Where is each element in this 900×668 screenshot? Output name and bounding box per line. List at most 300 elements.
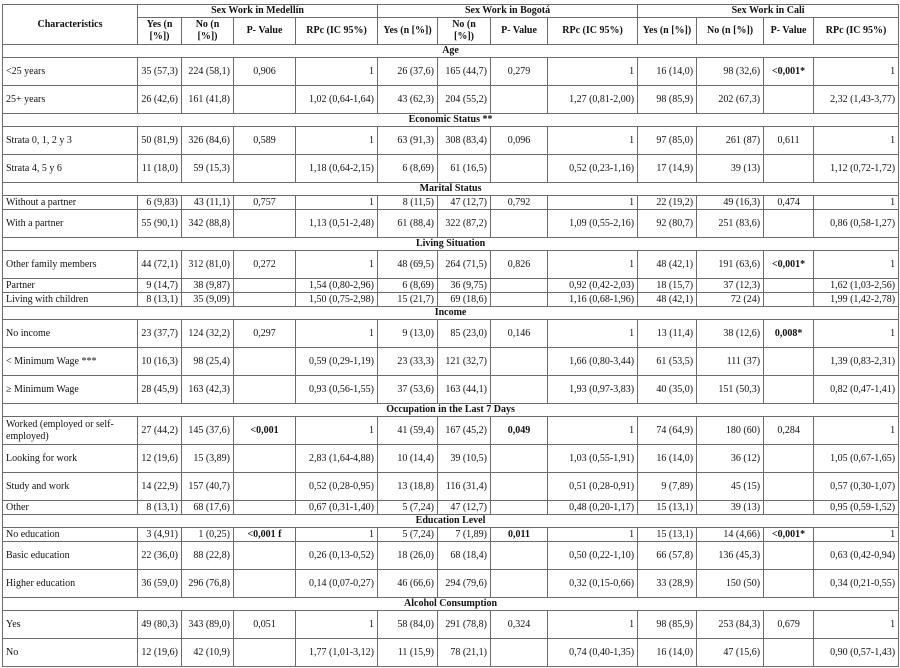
cell-yes: 16 (14,0) [638, 58, 697, 86]
cell-yes: 12 (19,6) [138, 445, 182, 473]
cell-rpc: 0,86 (0,58-1,27) [814, 210, 899, 238]
cell-p-value [234, 155, 296, 183]
cell-p-value: 0,049 [491, 417, 548, 445]
row-label: Other family members [3, 251, 138, 279]
cell-p-value [234, 570, 296, 598]
cell-yes: 66 (57,8) [638, 542, 697, 570]
cell-no: 68 (18,4) [438, 542, 491, 570]
cell-p-value [764, 155, 814, 183]
cell-rpc: 0,51 (0,28-0,91) [548, 473, 638, 501]
cell-no: 326 (84,6) [182, 127, 234, 155]
cell-no: 43 (11,1) [182, 196, 234, 210]
cell-rpc: 0,59 (0,29-1,19) [296, 348, 378, 376]
cell-no: 39 (10,5) [438, 445, 491, 473]
cell-rpc: 1 [548, 251, 638, 279]
cell-no: 98 (25,4) [182, 348, 234, 376]
cell-rpc: 0,34 (0,21-0,55) [814, 570, 899, 598]
cell-no: 7 (1,89) [438, 528, 491, 542]
cell-rpc: 1 [296, 528, 378, 542]
cell-no: 14 (4,66) [697, 528, 764, 542]
cell-yes: 12 (19,6) [138, 639, 182, 667]
cell-yes: 37 (53,6) [378, 376, 438, 404]
cell-p-value [764, 210, 814, 238]
cell-p-value: 0,906 [234, 58, 296, 86]
cell-p-value: 0,589 [234, 127, 296, 155]
table-row [3, 473, 899, 501]
section-header: Economic Status ** [3, 114, 899, 127]
cell-rpc: 1 [296, 58, 378, 86]
cell-yes: 5 (7,24) [378, 501, 438, 515]
cell-no: 1 (0,25) [182, 528, 234, 542]
table-row [3, 501, 899, 515]
cell-no: 47 (12,7) [438, 196, 491, 210]
cell-p-value [491, 501, 548, 515]
cell-yes: 5 (7,24) [378, 528, 438, 542]
cell-no: 42 (10,9) [182, 639, 234, 667]
cell-rpc: 1 [814, 196, 899, 210]
row-label: Yes [3, 611, 138, 639]
section-header: Occupation in the Last 7 Days [3, 404, 899, 417]
column-header-no: No (n [%]) [697, 18, 764, 45]
cell-no: 72 (24) [697, 293, 764, 307]
cell-p-value [491, 445, 548, 473]
cell-p-value [764, 86, 814, 114]
cell-no: 85 (23,0) [438, 320, 491, 348]
section-header: Income [3, 307, 899, 320]
cell-yes: 9 (14,7) [138, 279, 182, 293]
cell-p-value [234, 445, 296, 473]
cell-rpc: 1 [814, 417, 899, 445]
cell-no: 39 (13) [697, 501, 764, 515]
cell-no: 180 (60) [697, 417, 764, 445]
cell-no: 88 (22,8) [182, 542, 234, 570]
row-label: < Minimum Wage *** [3, 348, 138, 376]
cell-p-value: 0,611 [764, 127, 814, 155]
cell-yes: 11 (15,9) [378, 639, 438, 667]
cell-rpc: 1 [548, 611, 638, 639]
cell-no: 157 (40,7) [182, 473, 234, 501]
cell-p-value [491, 376, 548, 404]
cell-p-value [234, 279, 296, 293]
row-label: Worked (employed or self-employed) [3, 417, 138, 445]
cell-rpc: 1,16 (0,68-1,96) [548, 293, 638, 307]
cell-rpc: 1,13 (0,51-2,48) [296, 210, 378, 238]
table-row [3, 570, 899, 598]
cell-p-value [234, 210, 296, 238]
column-header-rpc: RPc (IC 95%) [548, 18, 638, 45]
cell-p-value [234, 376, 296, 404]
cell-p-value [764, 348, 814, 376]
cell-no: 150 (50) [697, 570, 764, 598]
cell-rpc: 1 [548, 127, 638, 155]
cell-yes: 35 (57,3) [138, 58, 182, 86]
cell-p-value [764, 501, 814, 515]
table-row [3, 376, 899, 404]
cell-rpc: 1,05 (0,67-1,65) [814, 445, 899, 473]
cell-p-value: 0,011 [491, 528, 548, 542]
row-label: Basic education [3, 542, 138, 570]
row-label: Living with children [3, 293, 138, 307]
cell-rpc: 0,32 (0,15-0,66) [548, 570, 638, 598]
cell-no: 191 (63,6) [697, 251, 764, 279]
table-row [3, 86, 899, 114]
cell-p-value: 0,051 [234, 611, 296, 639]
cell-yes: 18 (15,7) [638, 279, 697, 293]
cell-p-value: 0,096 [491, 127, 548, 155]
row-label: No education [3, 528, 138, 542]
cell-rpc: 1 [296, 611, 378, 639]
cell-no: 36 (12) [697, 445, 764, 473]
cell-p-value [491, 293, 548, 307]
row-label: Looking for work [3, 445, 138, 473]
cell-yes: 6 (8,69) [378, 155, 438, 183]
cell-rpc: 1,54 (0,80-2,96) [296, 279, 378, 293]
cell-p-value: 0,324 [491, 611, 548, 639]
cell-p-value: 0,792 [491, 196, 548, 210]
cell-no: 261 (87) [697, 127, 764, 155]
cell-rpc: 1 [296, 127, 378, 155]
cell-yes: 9 (13,0) [378, 320, 438, 348]
header-characteristics: Characteristics [3, 5, 138, 45]
cell-p-value [234, 501, 296, 515]
cell-p-value: 0,272 [234, 251, 296, 279]
cell-rpc: 1 [814, 127, 899, 155]
cell-no: 145 (37,6) [182, 417, 234, 445]
cell-rpc: 1,18 (0,64-2,15) [296, 155, 378, 183]
cell-rpc: 1,66 (0,80-3,44) [548, 348, 638, 376]
cell-no: 49 (16,3) [697, 196, 764, 210]
cell-p-value [491, 542, 548, 570]
cell-rpc: 1 [548, 58, 638, 86]
cell-yes: 15 (13,1) [638, 528, 697, 542]
cell-rpc: 1 [296, 417, 378, 445]
cell-yes: 33 (28,9) [638, 570, 697, 598]
cell-p-value: 0,146 [491, 320, 548, 348]
cell-yes: 22 (36,0) [138, 542, 182, 570]
cell-p-value [764, 279, 814, 293]
cell-rpc: 1,39 (0,83-2,31) [814, 348, 899, 376]
cell-yes: 49 (80,3) [138, 611, 182, 639]
cell-rpc: 0,93 (0,56-1,55) [296, 376, 378, 404]
cell-no: 111 (37) [697, 348, 764, 376]
column-header-rpc: RPc (IC 95%) [814, 18, 899, 45]
cell-rpc: 1 [548, 417, 638, 445]
cell-p-value [491, 639, 548, 667]
cell-yes: 48 (42,1) [638, 293, 697, 307]
cell-no: 78 (21,1) [438, 639, 491, 667]
cell-yes: 11 (18,0) [138, 155, 182, 183]
cell-rpc: 0,92 (0,42-2,03) [548, 279, 638, 293]
cell-yes: 48 (69,5) [378, 251, 438, 279]
cell-yes: 40 (35,0) [638, 376, 697, 404]
cell-no: 163 (42,3) [182, 376, 234, 404]
cell-yes: 6 (9,83) [138, 196, 182, 210]
cell-no: 253 (84,3) [697, 611, 764, 639]
column-header-yes: Yes (n [%]) [638, 18, 697, 45]
cell-yes: 8 (13,1) [138, 293, 182, 307]
cell-p-value [764, 639, 814, 667]
cell-no: 15 (3,89) [182, 445, 234, 473]
cell-yes: 17 (14,9) [638, 155, 697, 183]
row-label: Other [3, 501, 138, 515]
cell-p-value [764, 445, 814, 473]
cell-p-value: <0,001* [764, 251, 814, 279]
cell-no: 322 (87,2) [438, 210, 491, 238]
cell-rpc: 1,03 (0,55-1,91) [548, 445, 638, 473]
row-label: Without a partner [3, 196, 138, 210]
group-header-medellin: Sex Work in Medellín [138, 5, 378, 18]
cell-p-value: 0,284 [764, 417, 814, 445]
cell-no: 342 (88,8) [182, 210, 234, 238]
cell-p-value [764, 570, 814, 598]
cell-rpc: 1,50 (0,75-2,98) [296, 293, 378, 307]
cell-rpc: 1 [296, 196, 378, 210]
cell-yes: 46 (66,6) [378, 570, 438, 598]
cell-no: 121 (32,7) [438, 348, 491, 376]
cell-rpc: 0,82 (0,47-1,41) [814, 376, 899, 404]
cell-yes: 14 (22,9) [138, 473, 182, 501]
cell-yes: 74 (64,9) [638, 417, 697, 445]
cell-yes: 18 (26,0) [378, 542, 438, 570]
cell-rpc: 0,26 (0,13-0,52) [296, 542, 378, 570]
table-row [3, 251, 899, 279]
cell-no: 59 (15,3) [182, 155, 234, 183]
cell-yes: 15 (13,1) [638, 501, 697, 515]
cell-no: 47 (12,7) [438, 501, 491, 515]
column-header-yes: Yes (n [%]) [378, 18, 438, 45]
cell-rpc: 0,50 (0,22-1,10) [548, 542, 638, 570]
cell-yes: 98 (85,9) [638, 86, 697, 114]
cell-yes: 58 (84,0) [378, 611, 438, 639]
cell-no: 251 (83,6) [697, 210, 764, 238]
table-row [3, 155, 899, 183]
cell-yes: 9 (7,89) [638, 473, 697, 501]
table-row [3, 58, 899, 86]
cell-p-value: 0,474 [764, 196, 814, 210]
cell-p-value [764, 473, 814, 501]
cell-no: 124 (32,2) [182, 320, 234, 348]
cell-yes: 6 (8,69) [378, 279, 438, 293]
cell-no: 291 (78,8) [438, 611, 491, 639]
group-header-cali: Sex Work in Cali [638, 5, 899, 18]
table-row [3, 293, 899, 307]
cell-no: 163 (44,1) [438, 376, 491, 404]
column-header-no: No (n [%]) [438, 18, 491, 45]
table-row [3, 279, 899, 293]
table-row [3, 445, 899, 473]
cell-yes: 55 (90,1) [138, 210, 182, 238]
cell-no: 264 (71,5) [438, 251, 491, 279]
row-label: No income [3, 320, 138, 348]
cell-p-value: <0,001* [764, 58, 814, 86]
group-header-bogota: Sex Work in Bogotá [378, 5, 638, 18]
cell-yes: 63 (91,3) [378, 127, 438, 155]
cell-p-value [491, 348, 548, 376]
cell-no: 61 (16,5) [438, 155, 491, 183]
cell-yes: 28 (45,9) [138, 376, 182, 404]
cell-rpc: 1 [296, 251, 378, 279]
row-label: Strata 0, 1, 2 y 3 [3, 127, 138, 155]
table-row [3, 210, 899, 238]
cell-rpc: 0,63 (0,42-0,94) [814, 542, 899, 570]
table-row [3, 528, 899, 542]
cell-rpc: 0,90 (0,57-1,43) [814, 639, 899, 667]
cell-no: 294 (79,6) [438, 570, 491, 598]
cell-rpc: 1,93 (0,97-3,83) [548, 376, 638, 404]
cell-rpc: 1,77 (1,01-3,12) [296, 639, 378, 667]
results-table [2, 4, 899, 667]
table-row [3, 639, 899, 667]
cell-rpc: 1 [548, 320, 638, 348]
cell-rpc: 1 [814, 611, 899, 639]
cell-rpc: 2,83 (1,64-4,88) [296, 445, 378, 473]
cell-yes: 50 (81,9) [138, 127, 182, 155]
cell-yes: 15 (21,7) [378, 293, 438, 307]
cell-no: 308 (83,4) [438, 127, 491, 155]
section-header: Alcohol Consumption [3, 598, 899, 611]
cell-p-value: <0,001* [764, 528, 814, 542]
cell-no: 36 (9,75) [438, 279, 491, 293]
cell-no: 151 (50,3) [697, 376, 764, 404]
cell-p-value: 0,297 [234, 320, 296, 348]
cell-no: 69 (18,6) [438, 293, 491, 307]
cell-no: 68 (17,6) [182, 501, 234, 515]
cell-rpc: 0,14 (0,07-0,27) [296, 570, 378, 598]
cell-rpc: 0,57 (0,30-1,07) [814, 473, 899, 501]
cell-no: 343 (89,0) [182, 611, 234, 639]
cell-no: 116 (31,4) [438, 473, 491, 501]
cell-rpc: 2,32 (1,43-3,77) [814, 86, 899, 114]
cell-yes: 16 (14,0) [638, 639, 697, 667]
cell-no: 47 (15,6) [697, 639, 764, 667]
cell-no: 35 (9,09) [182, 293, 234, 307]
cell-no: 98 (32,6) [697, 58, 764, 86]
row-label: Study and work [3, 473, 138, 501]
cell-p-value [491, 279, 548, 293]
cell-p-value [491, 473, 548, 501]
table-row [3, 348, 899, 376]
cell-p-value [764, 376, 814, 404]
cell-no: 38 (12,6) [697, 320, 764, 348]
cell-p-value [491, 86, 548, 114]
cell-no: 167 (45,2) [438, 417, 491, 445]
cell-no: 136 (45,3) [697, 542, 764, 570]
cell-rpc: 1 [814, 320, 899, 348]
section-header: Age [3, 45, 899, 58]
section-header: Living Situation [3, 238, 899, 251]
cell-yes: 10 (14,4) [378, 445, 438, 473]
table-row [3, 542, 899, 570]
row-label: ≥ Minimum Wage [3, 376, 138, 404]
cell-p-value [234, 293, 296, 307]
row-label: 25+ years [3, 86, 138, 114]
column-header-p-value: P- Value [491, 18, 548, 45]
cell-yes: 13 (18,8) [378, 473, 438, 501]
cell-yes: 98 (85,9) [638, 611, 697, 639]
cell-rpc: 1,62 (1,03-2,56) [814, 279, 899, 293]
cell-yes: 23 (37,7) [138, 320, 182, 348]
cell-p-value: <0,001 [234, 417, 296, 445]
cell-no: 224 (58,1) [182, 58, 234, 86]
table-row [3, 196, 899, 210]
cell-rpc: 1,02 (0,64-1,64) [296, 86, 378, 114]
cell-rpc: 1,99 (1,42-2,78) [814, 293, 899, 307]
row-label: Strata 4, 5 y 6 [3, 155, 138, 183]
cell-rpc: 1,12 (0,72-1,72) [814, 155, 899, 183]
cell-rpc: 0,95 (0,59-1,52) [814, 501, 899, 515]
cell-yes: 43 (62,3) [378, 86, 438, 114]
cell-yes: 48 (42,1) [638, 251, 697, 279]
cell-rpc: 1,09 (0,55-2,16) [548, 210, 638, 238]
column-header-rpc: RPc (IC 95%) [296, 18, 378, 45]
cell-yes: 22 (19,2) [638, 196, 697, 210]
cell-rpc: 1 [296, 320, 378, 348]
cell-p-value: <0,001 f [234, 528, 296, 542]
section-header: Marital Status [3, 183, 899, 196]
cell-yes: 23 (33,3) [378, 348, 438, 376]
cell-rpc: 0,67 (0,31-1,40) [296, 501, 378, 515]
cell-rpc: 1 [814, 58, 899, 86]
cell-yes: 16 (14,0) [638, 445, 697, 473]
cell-yes: 26 (37,6) [378, 58, 438, 86]
cell-yes: 61 (88,4) [378, 210, 438, 238]
cell-yes: 36 (59,0) [138, 570, 182, 598]
cell-yes: 13 (11,4) [638, 320, 697, 348]
cell-yes: 92 (80,7) [638, 210, 697, 238]
row-label: <25 years [3, 58, 138, 86]
cell-yes: 44 (72,1) [138, 251, 182, 279]
column-header-p-value: P- Value [234, 18, 296, 45]
cell-yes: 61 (53,5) [638, 348, 697, 376]
cell-yes: 26 (42,6) [138, 86, 182, 114]
cell-rpc: 1,27 (0,81-2,00) [548, 86, 638, 114]
table-row [3, 320, 899, 348]
cell-yes: 10 (16,3) [138, 348, 182, 376]
table-row [3, 611, 899, 639]
cell-rpc: 0,74 (0,40-1,35) [548, 639, 638, 667]
column-header-no: No (n [%]) [182, 18, 234, 45]
section-header: Education Level [3, 515, 899, 528]
cell-no: 296 (76,8) [182, 570, 234, 598]
cell-no: 204 (55,2) [438, 86, 491, 114]
cell-p-value [234, 86, 296, 114]
cell-p-value [764, 542, 814, 570]
row-label: With a partner [3, 210, 138, 238]
cell-yes: 3 (4,91) [138, 528, 182, 542]
cell-rpc: 1 [814, 528, 899, 542]
cell-rpc: 1 [548, 528, 638, 542]
cell-p-value: 0,008* [764, 320, 814, 348]
cell-p-value: 0,279 [491, 58, 548, 86]
cell-yes: 27 (44,2) [138, 417, 182, 445]
cell-p-value: 0,679 [764, 611, 814, 639]
cell-p-value [491, 155, 548, 183]
cell-no: 39 (13) [697, 155, 764, 183]
cell-p-value [491, 210, 548, 238]
row-label: No [3, 639, 138, 667]
row-label: Partner [3, 279, 138, 293]
cell-yes: 41 (59,4) [378, 417, 438, 445]
column-header-p-value: P- Value [764, 18, 814, 45]
cell-rpc: 0,48 (0,20-1,17) [548, 501, 638, 515]
cell-no: 38 (9,87) [182, 279, 234, 293]
row-label: Higher education [3, 570, 138, 598]
cell-no: 161 (41,8) [182, 86, 234, 114]
cell-p-value: 0,757 [234, 196, 296, 210]
cell-yes: 8 (13,1) [138, 501, 182, 515]
cell-yes: 8 (11,5) [378, 196, 438, 210]
cell-p-value [234, 348, 296, 376]
